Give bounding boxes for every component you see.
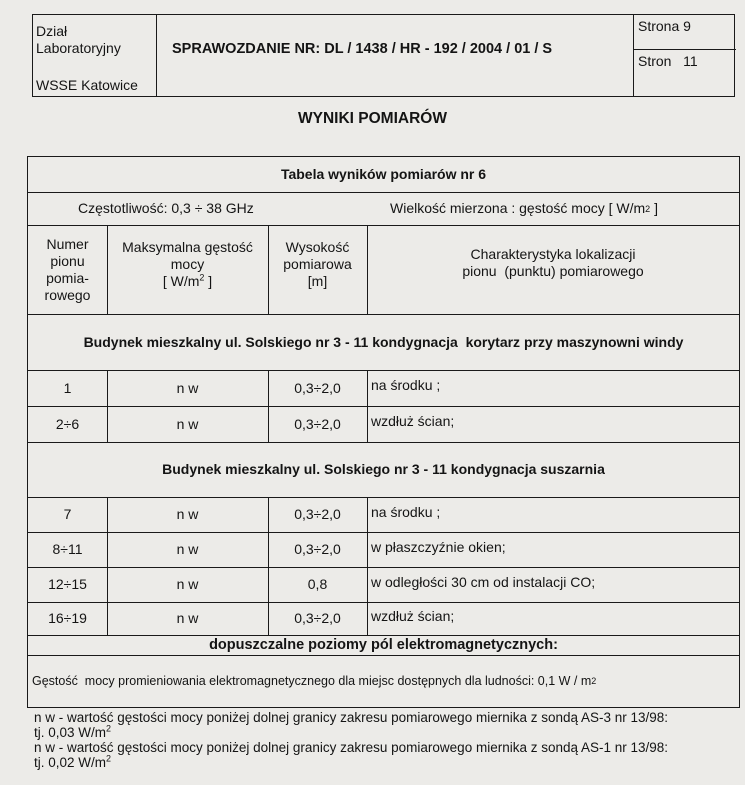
header-line: Maksymalna gęstość (122, 239, 253, 255)
row-max-density: n w (176, 379, 199, 396)
row-location: na środku ; (371, 377, 441, 393)
row-number: 12÷15 (48, 576, 87, 592)
row-number: 7 (63, 506, 72, 522)
header-line: Charakterystyka lokalizacji (470, 245, 636, 262)
limits-title: dopuszczalne poziomy pól elektromagnetycznych: (209, 636, 558, 653)
row-max-density: n w (176, 415, 199, 432)
row-height: 0,3÷2,0 (294, 379, 341, 396)
header-line: pomiarowa (283, 256, 352, 272)
institution: WSSE Katowice (36, 77, 138, 93)
footnote-line: n w - wartość gęstości mocy poniżej dolnej granicy zakresu pomiarowego miernika z sondą AS-3 nr 13/98: (34, 710, 669, 725)
header-line: rowego (44, 286, 91, 303)
column-header-number (28, 225, 107, 314)
row-height: 0,3÷2,0 (294, 415, 341, 432)
header-line: pionu (punktu) pomiarowego (462, 262, 644, 279)
header-line: [m] (307, 273, 328, 289)
row-height: 0,3÷2,0 (294, 610, 341, 626)
column-header-location (367, 225, 739, 314)
superscript: 2 (199, 272, 205, 283)
header-line: pomia- (46, 269, 89, 286)
measured-quantity-end: ] (650, 200, 658, 216)
row-number: 1 (63, 379, 72, 396)
results-table (27, 156, 740, 708)
footnote-line: n w - wartość gęstości mocy poniżej dolnej granicy zakresu pomiarowego miernika z sondą AS-1 nr 13/98: (34, 740, 669, 755)
table-title: Tabela wyników pomiarów nr 6 (280, 166, 487, 182)
superscript: 2 (106, 723, 112, 734)
row-number: 16÷19 (48, 610, 87, 626)
department-line1: Dział (36, 23, 68, 39)
header-line: Wysokość (285, 239, 350, 255)
column-header-max-density (107, 225, 268, 314)
report-header (32, 14, 735, 97)
row-location: wzdłuż ścian; (371, 413, 455, 429)
report-title-cell (157, 15, 633, 96)
row-max-density: n w (176, 506, 199, 522)
row-max-density: n w (176, 576, 199, 592)
report-title: SPRAWOZDANIE NR: DL / 1438 / HR - 192 / 2004 / 01 / S (172, 41, 553, 57)
page-number: Strona 9 (634, 15, 736, 50)
section-title: Budynek mieszkalny ul. Solskiego nr 3 - 11 kondygnacja suszarnia (162, 461, 605, 477)
measured-quantity-text: Wielkość mierzona : gęstość mocy [ W/m (390, 200, 646, 216)
column-header-height (268, 225, 367, 314)
unit-end: ] (204, 273, 213, 289)
row-max-density: n w (176, 610, 199, 626)
row-location: w płaszczyźnie okien; (371, 539, 506, 555)
row-max-density: n w (176, 541, 199, 557)
header-line (163, 273, 212, 290)
footnote-value-text: tj. 0,03 W/m (34, 725, 107, 740)
superscript: 2 (106, 753, 112, 764)
header-line: pionu (50, 252, 85, 269)
page-heading: WYNIKI POMIARÓW (298, 110, 447, 127)
page-info-cell (633, 15, 736, 96)
header-line: mocy (170, 256, 205, 272)
limits-text: Gęstość mocy promieniowania elektromagnetycznego dla miejsc dostępnych dla ludności: 0,1 W / m 2 (32, 673, 597, 688)
section-title: Budynek mieszkalny ul. Solskiego nr 3 - 11 kondygnacja korytarz przy maszynowni windy (83, 333, 684, 350)
row-height: 0,3÷2,0 (294, 541, 341, 557)
department-cell (33, 15, 157, 96)
frequency-range: Częstotliwość: 0,3 ÷ 38 GHz (78, 200, 254, 216)
unit-text: [ W/m (162, 273, 200, 289)
row-number: 8÷11 (52, 541, 83, 557)
row-location: wzdłuż ścian; (371, 608, 455, 624)
pages-total: Stron 11 (638, 53, 698, 69)
row-height: 0,8 (307, 576, 328, 592)
limits-text-body: Gęstość mocy promieniowania elektromagnetycznego dla miejsc dostępnych dla ludności: 0,1 W / m (32, 673, 592, 688)
row-number: 2÷6 (55, 415, 80, 432)
header-line: Numer (46, 235, 89, 252)
department-line2: Laboratoryjny (36, 40, 121, 56)
row-location: na środku ; (371, 504, 441, 520)
footnote-value (34, 725, 111, 740)
row-location: w odległości 30 cm od instalacji CO; (371, 574, 596, 590)
measured-quantity: Wielkość mierzona : gęstość mocy [ W/m 2 ] (390, 200, 658, 216)
row-height: 0,3÷2,0 (294, 506, 341, 522)
footnote-value (34, 755, 111, 770)
footnote-value-text: tj. 0,02 W/m (34, 755, 107, 770)
